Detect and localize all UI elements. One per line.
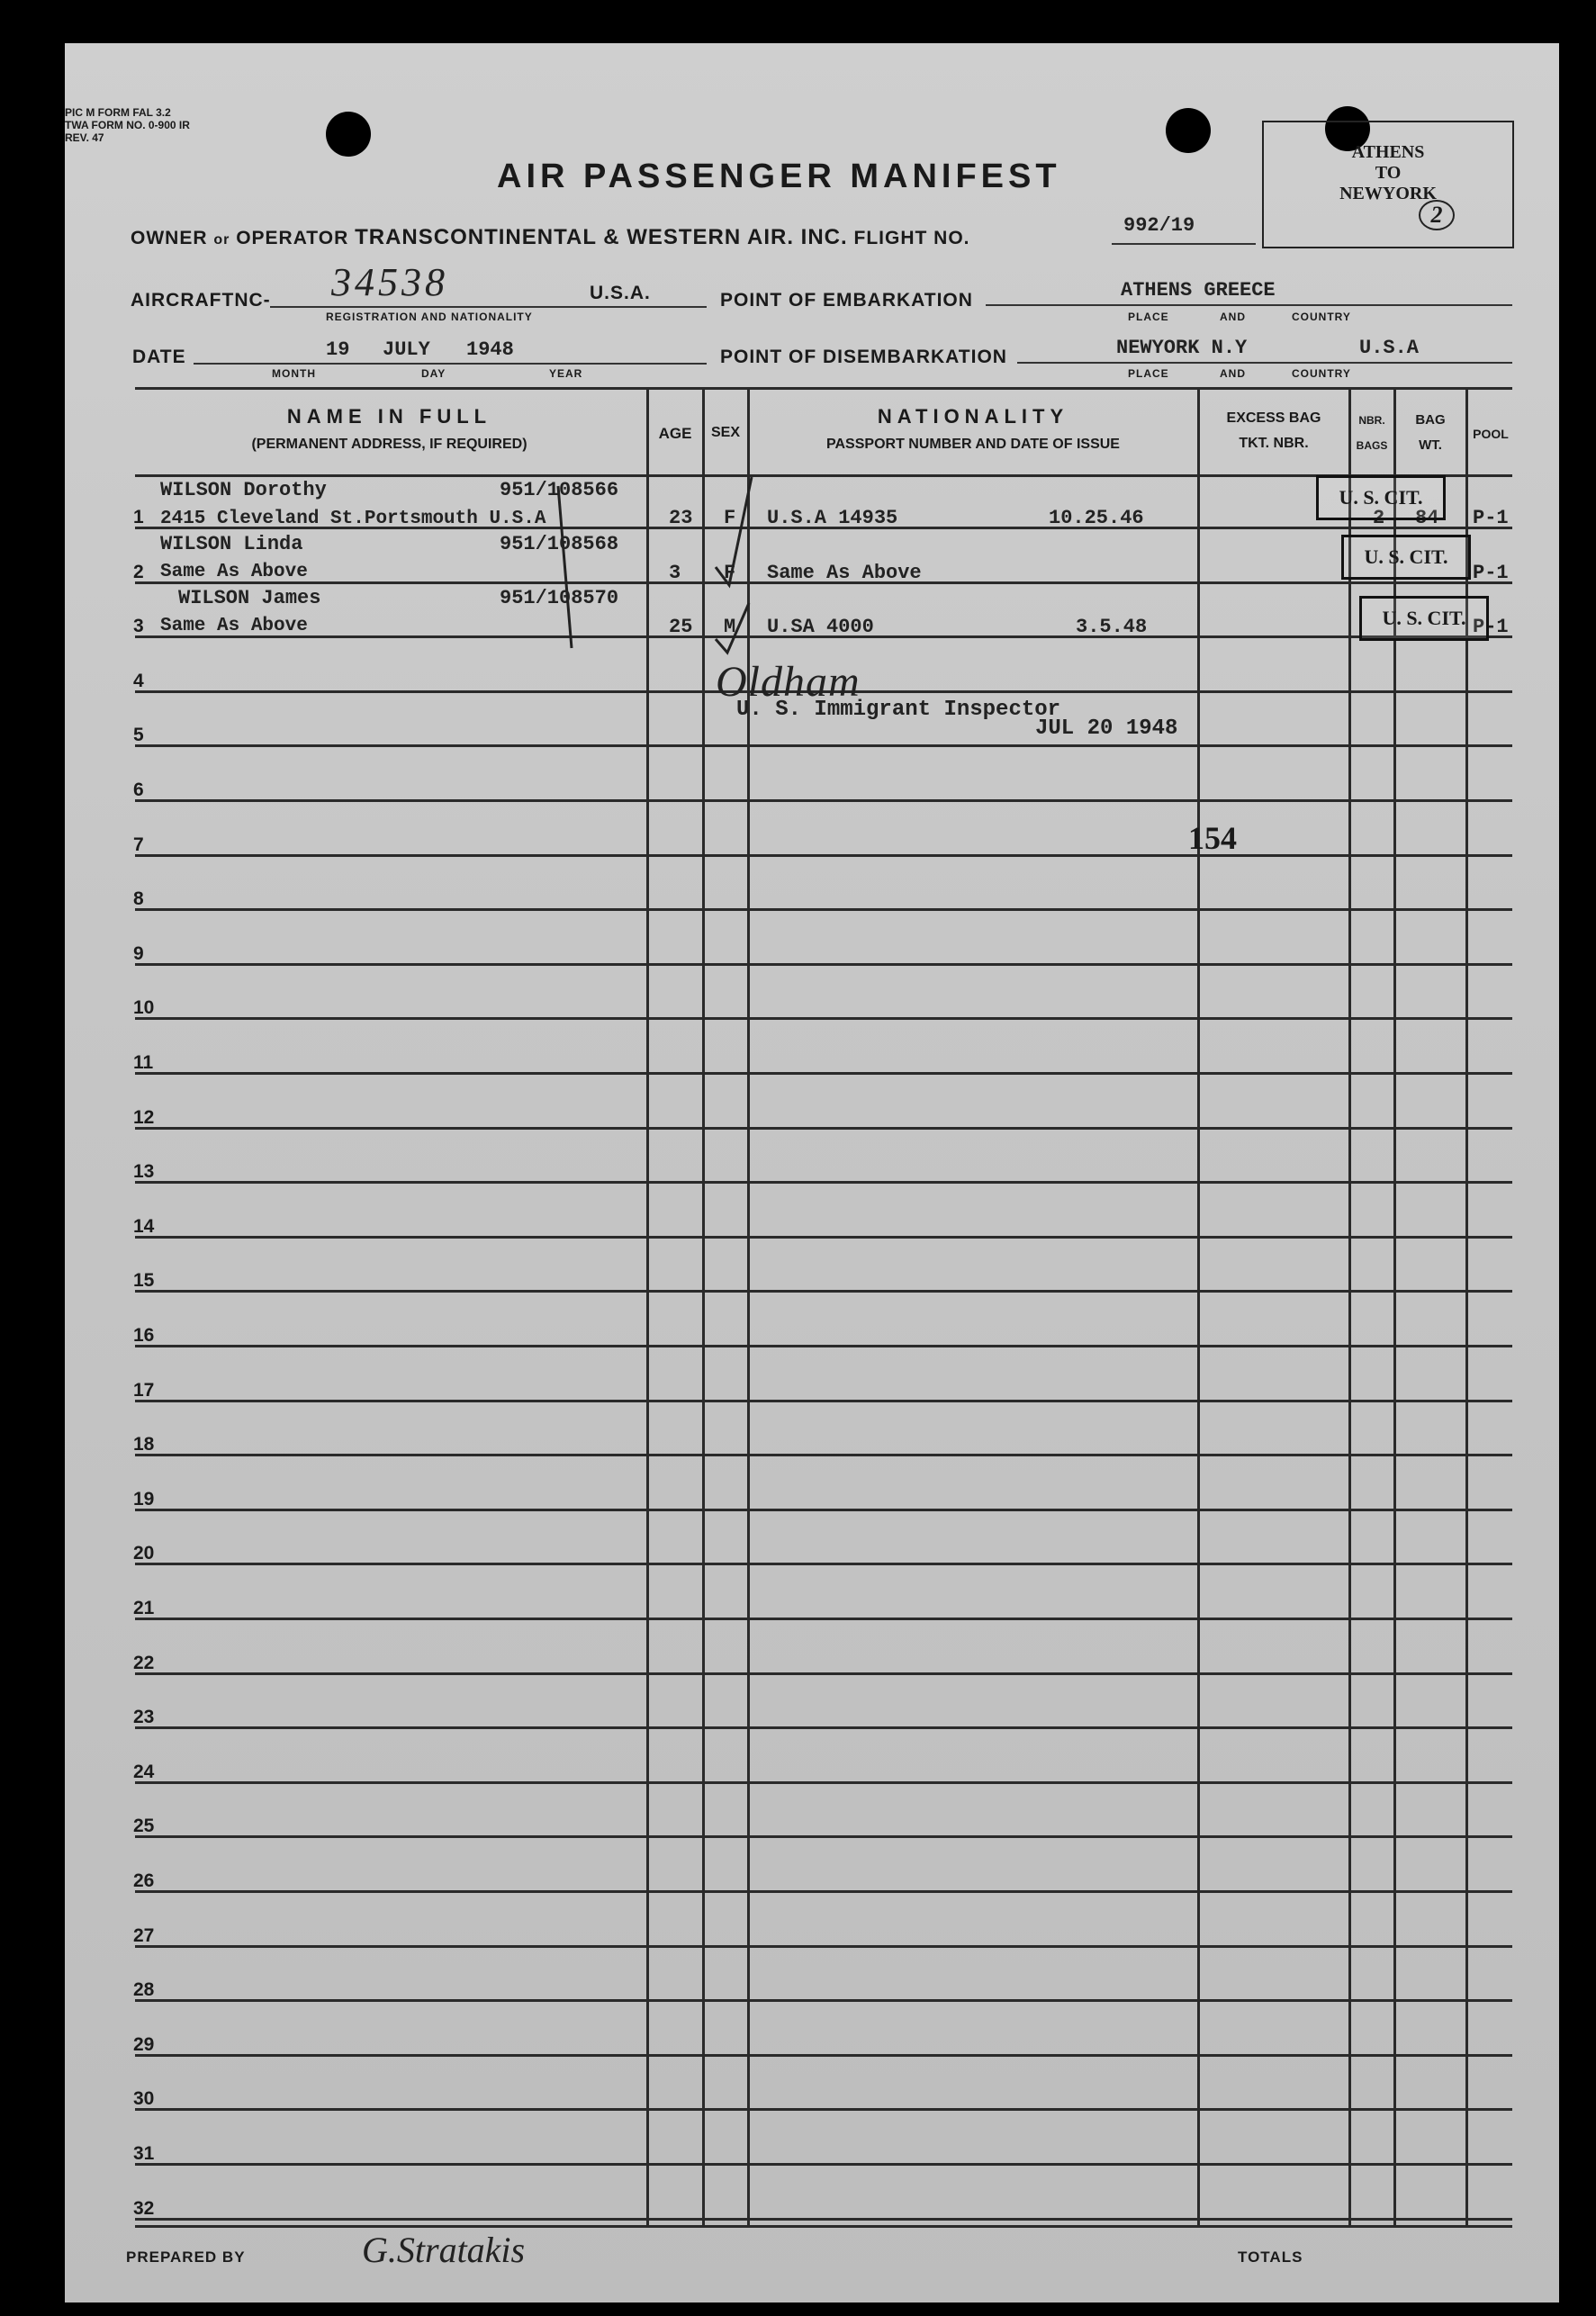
- passenger-ticket: 951/108570: [500, 587, 619, 609]
- row-number: 30: [133, 2088, 155, 2109]
- date-label: DATE: [132, 347, 186, 367]
- row-line: [135, 1618, 1512, 1620]
- row-number: 8: [133, 888, 144, 909]
- row-line: [135, 1672, 1512, 1675]
- row-line: [135, 963, 1512, 966]
- row-number: 3: [133, 616, 144, 636]
- row-number: 31: [133, 2143, 155, 2164]
- us-citizen-stamp: U. S. CIT.: [1316, 475, 1446, 520]
- passenger-address: Same As Above: [160, 616, 308, 636]
- row-number: 4: [133, 671, 144, 691]
- preparer-signature: G.Stratakis: [362, 2230, 526, 2270]
- col-bag-wt: BAG: [1415, 412, 1446, 428]
- col-nationality: NATIONALITY: [877, 405, 1069, 428]
- passenger-nationality: U.S.A 14935: [767, 507, 898, 529]
- row-line: [135, 854, 1512, 857]
- passenger-issued: 3.5.48: [1076, 616, 1148, 638]
- row-number: 27: [133, 1925, 155, 1946]
- inspector-date: JUL 20 1948: [1035, 716, 1178, 741]
- date-year: 1948: [466, 338, 514, 361]
- passenger-nationality: Same As Above: [767, 562, 922, 584]
- row-number: 13: [133, 1161, 155, 1182]
- row-number: 17: [133, 1380, 155, 1401]
- row-line: [135, 1072, 1512, 1075]
- passenger-name: WILSON James: [178, 587, 321, 609]
- disembarkation-place: NEWYORK N.Y: [1116, 337, 1248, 359]
- route-box: ATHENS TO NEWYORK 2: [1262, 121, 1514, 248]
- col-pool: POOL: [1473, 427, 1509, 441]
- row-number: 1: [133, 507, 144, 527]
- col-name-sub: (PERMANENT ADDRESS, IF REQUIRED): [251, 437, 527, 452]
- us-citizen-stamp: U. S. CIT.: [1341, 535, 1471, 580]
- col-nbr-bags: NBR.: [1358, 414, 1385, 427]
- disembarkation-label: POINT OF DISEMBARKATION: [720, 347, 1007, 367]
- col-name: NAME IN FULL: [286, 405, 492, 428]
- row-line: [135, 1726, 1512, 1729]
- row-line: [135, 1945, 1512, 1948]
- aircraft-registration: 34538: [331, 260, 448, 304]
- row-number: 12: [133, 1107, 155, 1128]
- row-number: 28: [133, 1979, 155, 2000]
- row-number: 10: [133, 997, 155, 1018]
- row-number: 9: [133, 943, 144, 964]
- row-line: [135, 1509, 1512, 1511]
- row-line: [135, 1345, 1512, 1347]
- row-number: 7: [133, 834, 144, 855]
- col-sex: SEX: [710, 425, 740, 440]
- col-excess: EXCESS BAG: [1226, 410, 1321, 426]
- row-line: [135, 908, 1512, 911]
- row-line: [135, 1999, 1512, 2002]
- row-number: 16: [133, 1325, 155, 1346]
- row-line: [135, 1017, 1512, 1020]
- col-nationality-sub: PASSPORT NUMBER AND DATE OF ISSUE: [826, 437, 1120, 452]
- embarkation-label: POINT OF EMBARKATION: [720, 290, 973, 311]
- row-number: 18: [133, 1434, 155, 1455]
- passenger-pool: P-1: [1473, 562, 1509, 584]
- row-line: [135, 2054, 1512, 2057]
- aircraft-country: U.S.A.: [590, 283, 651, 303]
- row-number: 24: [133, 1762, 155, 1782]
- form-identifier: PIC M FORM FAL 3.2 TWA FORM NO. 0-900 IR REV. 47: [65, 106, 190, 144]
- flight-number: 992/19: [1123, 214, 1195, 237]
- inspector-title: U. S. Immigrant Inspector: [736, 698, 1061, 722]
- row-number: 23: [133, 1707, 155, 1727]
- row-line: [135, 1890, 1512, 1893]
- us-citizen-stamp: U. S. CIT.: [1359, 596, 1489, 641]
- row-line: [135, 2108, 1512, 2111]
- passenger-age: 3: [669, 562, 681, 584]
- passenger-issued: 10.25.46: [1049, 507, 1144, 529]
- row-number: 29: [133, 2034, 155, 2055]
- passenger-age: 25: [669, 616, 693, 638]
- row-line: [135, 1236, 1512, 1239]
- passenger-sex: F: [724, 507, 736, 529]
- passenger-ticket: 951/108568: [500, 533, 619, 555]
- row-line: [135, 1400, 1512, 1402]
- date-month: JULY: [383, 338, 430, 361]
- row-line: [135, 1290, 1512, 1293]
- passenger-pool: P-1: [1473, 616, 1509, 638]
- row-line: [135, 2163, 1512, 2166]
- passenger-name: WILSON Dorothy: [160, 479, 327, 501]
- row-line: [135, 1181, 1512, 1184]
- registration-sublabel: REGISTRATION AND NATIONALITY: [326, 311, 533, 323]
- passenger-sex: M: [724, 616, 736, 638]
- handwritten-number: 154: [1188, 820, 1237, 856]
- row-number: 22: [133, 1653, 155, 1673]
- passenger-bags: 2: [1373, 507, 1385, 529]
- prepared-by-label: PREPARED BY: [126, 2248, 246, 2266]
- row-number: 20: [133, 1543, 155, 1564]
- passenger-name: WILSON Linda: [160, 533, 303, 555]
- passenger-ticket: 951/108566: [500, 479, 619, 501]
- totals-label: TOTALS: [1238, 2248, 1303, 2266]
- row-number: 32: [133, 2198, 155, 2219]
- row-number: 6: [133, 780, 144, 800]
- row-line: [135, 744, 1512, 747]
- disembarkation-country: U.S.A: [1359, 337, 1420, 359]
- passenger-nationality: U.SA 4000: [767, 616, 874, 638]
- passenger-weight: 84: [1415, 507, 1439, 529]
- page-title: AIR PASSENGER MANIFEST: [497, 158, 1061, 195]
- punch-hole: [326, 112, 371, 157]
- owner-label: OWNER or OPERATOR TRANSCONTINENTAL & WESTERN AIR. INC. FLIGHT NO.: [131, 225, 970, 249]
- row-number: 11: [133, 1052, 154, 1073]
- date-day: 19: [326, 338, 350, 361]
- row-line: [135, 1563, 1512, 1565]
- row-line: [135, 1835, 1512, 1838]
- row-number: 14: [133, 1216, 155, 1237]
- row-line: [135, 1781, 1512, 1784]
- check-mark-icon: [540, 459, 756, 666]
- passenger-pool: P-1: [1473, 507, 1509, 529]
- passenger-age: 23: [669, 507, 693, 529]
- passenger-address: 2415 Cleveland St.Portsmouth U.S.A: [160, 509, 546, 529]
- row-line: [135, 1454, 1512, 1456]
- row-line: [135, 2218, 1512, 2221]
- col-age: AGE: [658, 425, 692, 442]
- aircraft-label: AIRCRAFTNC-: [131, 290, 271, 311]
- row-number: 26: [133, 1870, 155, 1891]
- manifest-page: [65, 43, 1559, 2302]
- inspector-signature: Oldham: [716, 658, 861, 706]
- embarkation-value: ATHENS GREECE: [1121, 279, 1276, 302]
- punch-hole: [1166, 108, 1211, 153]
- passenger-sex: F: [724, 562, 736, 584]
- row-number: 25: [133, 1816, 155, 1836]
- row-number: 2: [133, 562, 144, 582]
- row-number: 5: [133, 725, 144, 745]
- passenger-address: Same As Above: [160, 562, 308, 582]
- row-number: 15: [133, 1270, 155, 1291]
- row-line: [135, 1127, 1512, 1130]
- circled-mark: 2: [1419, 200, 1455, 230]
- row-number: 21: [133, 1598, 155, 1618]
- row-line: [135, 799, 1512, 802]
- row-number: 19: [133, 1489, 155, 1509]
